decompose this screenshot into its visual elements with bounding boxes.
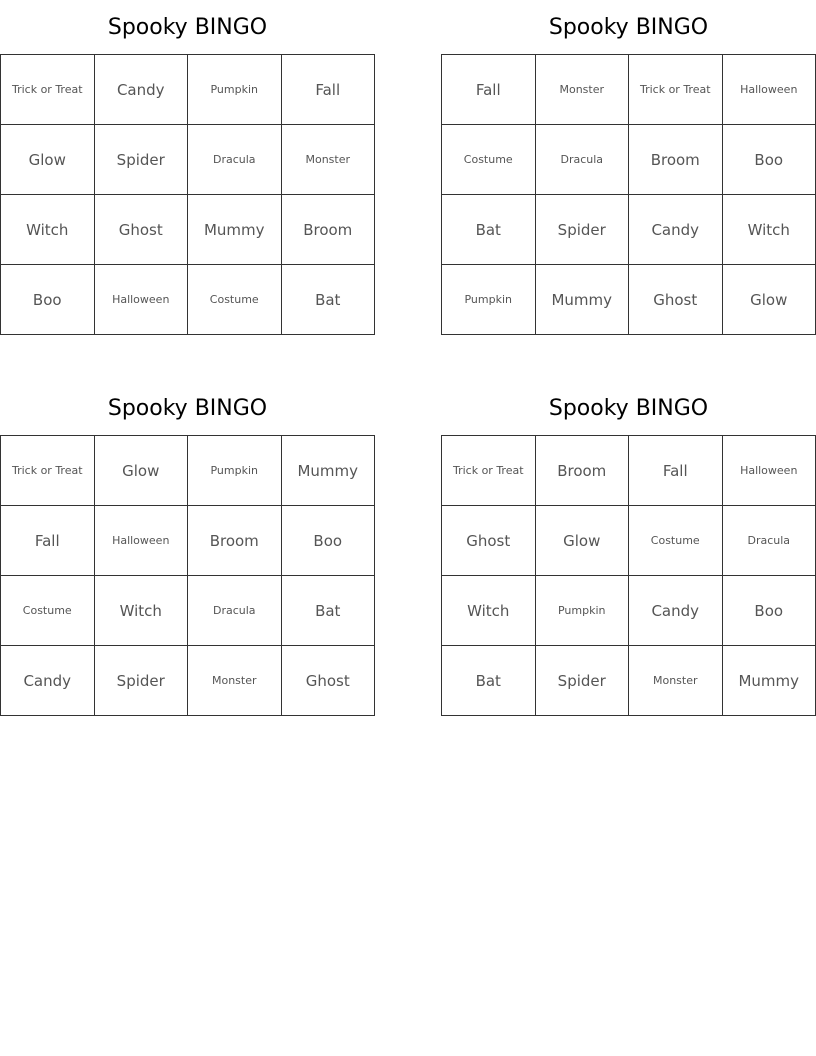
bingo-cell: Monster [536, 55, 630, 125]
bingo-cell: Bat [282, 265, 376, 335]
bingo-cell: Boo [1, 265, 95, 335]
bingo-cell: Halloween [95, 265, 189, 335]
bingo-cell: Spider [95, 646, 189, 716]
bingo-cell: Ghost [95, 195, 189, 265]
bingo-cell: Ghost [442, 506, 536, 576]
bingo-cell: Glow [1, 125, 95, 195]
bingo-cell: Costume [188, 265, 282, 335]
bingo-cell: Candy [629, 195, 723, 265]
bingo-card-2 [441, 0, 816, 335]
bingo-cell: Mummy [188, 195, 282, 265]
bingo-cell: Monster [188, 646, 282, 716]
bingo-card-3 [0, 381, 375, 716]
bingo-cell: Pumpkin [188, 55, 282, 125]
bingo-cell: Candy [629, 576, 723, 646]
bingo-cell: Fall [442, 55, 536, 125]
bingo-cell: Costume [1, 576, 95, 646]
bingo-cell: Spider [536, 195, 630, 265]
bingo-cell: Broom [282, 195, 376, 265]
bingo-cell: Costume [629, 506, 723, 576]
card-title: Spooky BINGO [548, 396, 709, 421]
bingo-grid [0, 54, 375, 335]
bingo-cell: Bat [442, 646, 536, 716]
bingo-grid [441, 435, 816, 716]
bingo-cell: Glow [536, 506, 630, 576]
bingo-cell: Witch [95, 576, 189, 646]
bingo-cell: Witch [723, 195, 816, 265]
bingo-cell: Dracula [723, 506, 816, 576]
bingo-cell: Fall [1, 506, 95, 576]
bingo-cell: Mummy [536, 265, 630, 335]
bingo-cell: Trick or Treat [1, 55, 95, 125]
bingo-cell: Trick or Treat [1, 436, 95, 506]
bingo-cell: Pumpkin [188, 436, 282, 506]
bingo-cell: Candy [95, 55, 189, 125]
card-title: Spooky BINGO [107, 396, 268, 421]
bingo-cell: Dracula [536, 125, 630, 195]
bingo-card-1 [0, 0, 375, 335]
bingo-cell: Candy [1, 646, 95, 716]
bingo-cell: Trick or Treat [629, 55, 723, 125]
bingo-cell: Spider [95, 125, 189, 195]
bingo-cell: Ghost [629, 265, 723, 335]
bingo-cell: Monster [282, 125, 376, 195]
bingo-cell: Monster [629, 646, 723, 716]
bingo-cell: Broom [188, 506, 282, 576]
bingo-cell: Broom [536, 436, 630, 506]
bingo-cell: Trick or Treat [442, 436, 536, 506]
bingo-cell: Pumpkin [442, 265, 536, 335]
bingo-grid [0, 435, 375, 716]
bingo-cell: Halloween [723, 55, 816, 125]
card-title: Spooky BINGO [107, 15, 268, 40]
bingo-cell: Mummy [282, 436, 376, 506]
bingo-cell: Dracula [188, 576, 282, 646]
bingo-cell: Halloween [723, 436, 816, 506]
bingo-card-4 [441, 381, 816, 716]
bingo-cell: Dracula [188, 125, 282, 195]
bingo-cell: Mummy [723, 646, 816, 716]
bingo-cell: Boo [723, 125, 816, 195]
bingo-cell: Pumpkin [536, 576, 630, 646]
bingo-cell: Spider [536, 646, 630, 716]
bingo-cell: Broom [629, 125, 723, 195]
bingo-cell: Fall [629, 436, 723, 506]
bingo-cell: Boo [282, 506, 376, 576]
bingo-cell: Bat [442, 195, 536, 265]
bingo-cell: Glow [95, 436, 189, 506]
bingo-cell: Boo [723, 576, 816, 646]
bingo-cell: Witch [442, 576, 536, 646]
bingo-cell: Ghost [282, 646, 376, 716]
bingo-cell: Witch [1, 195, 95, 265]
card-title: Spooky BINGO [548, 15, 709, 40]
bingo-cell: Costume [442, 125, 536, 195]
bingo-cell: Halloween [95, 506, 189, 576]
bingo-grid [441, 54, 816, 335]
bingo-cell: Glow [723, 265, 816, 335]
bingo-cell: Fall [282, 55, 376, 125]
bingo-cell: Bat [282, 576, 376, 646]
